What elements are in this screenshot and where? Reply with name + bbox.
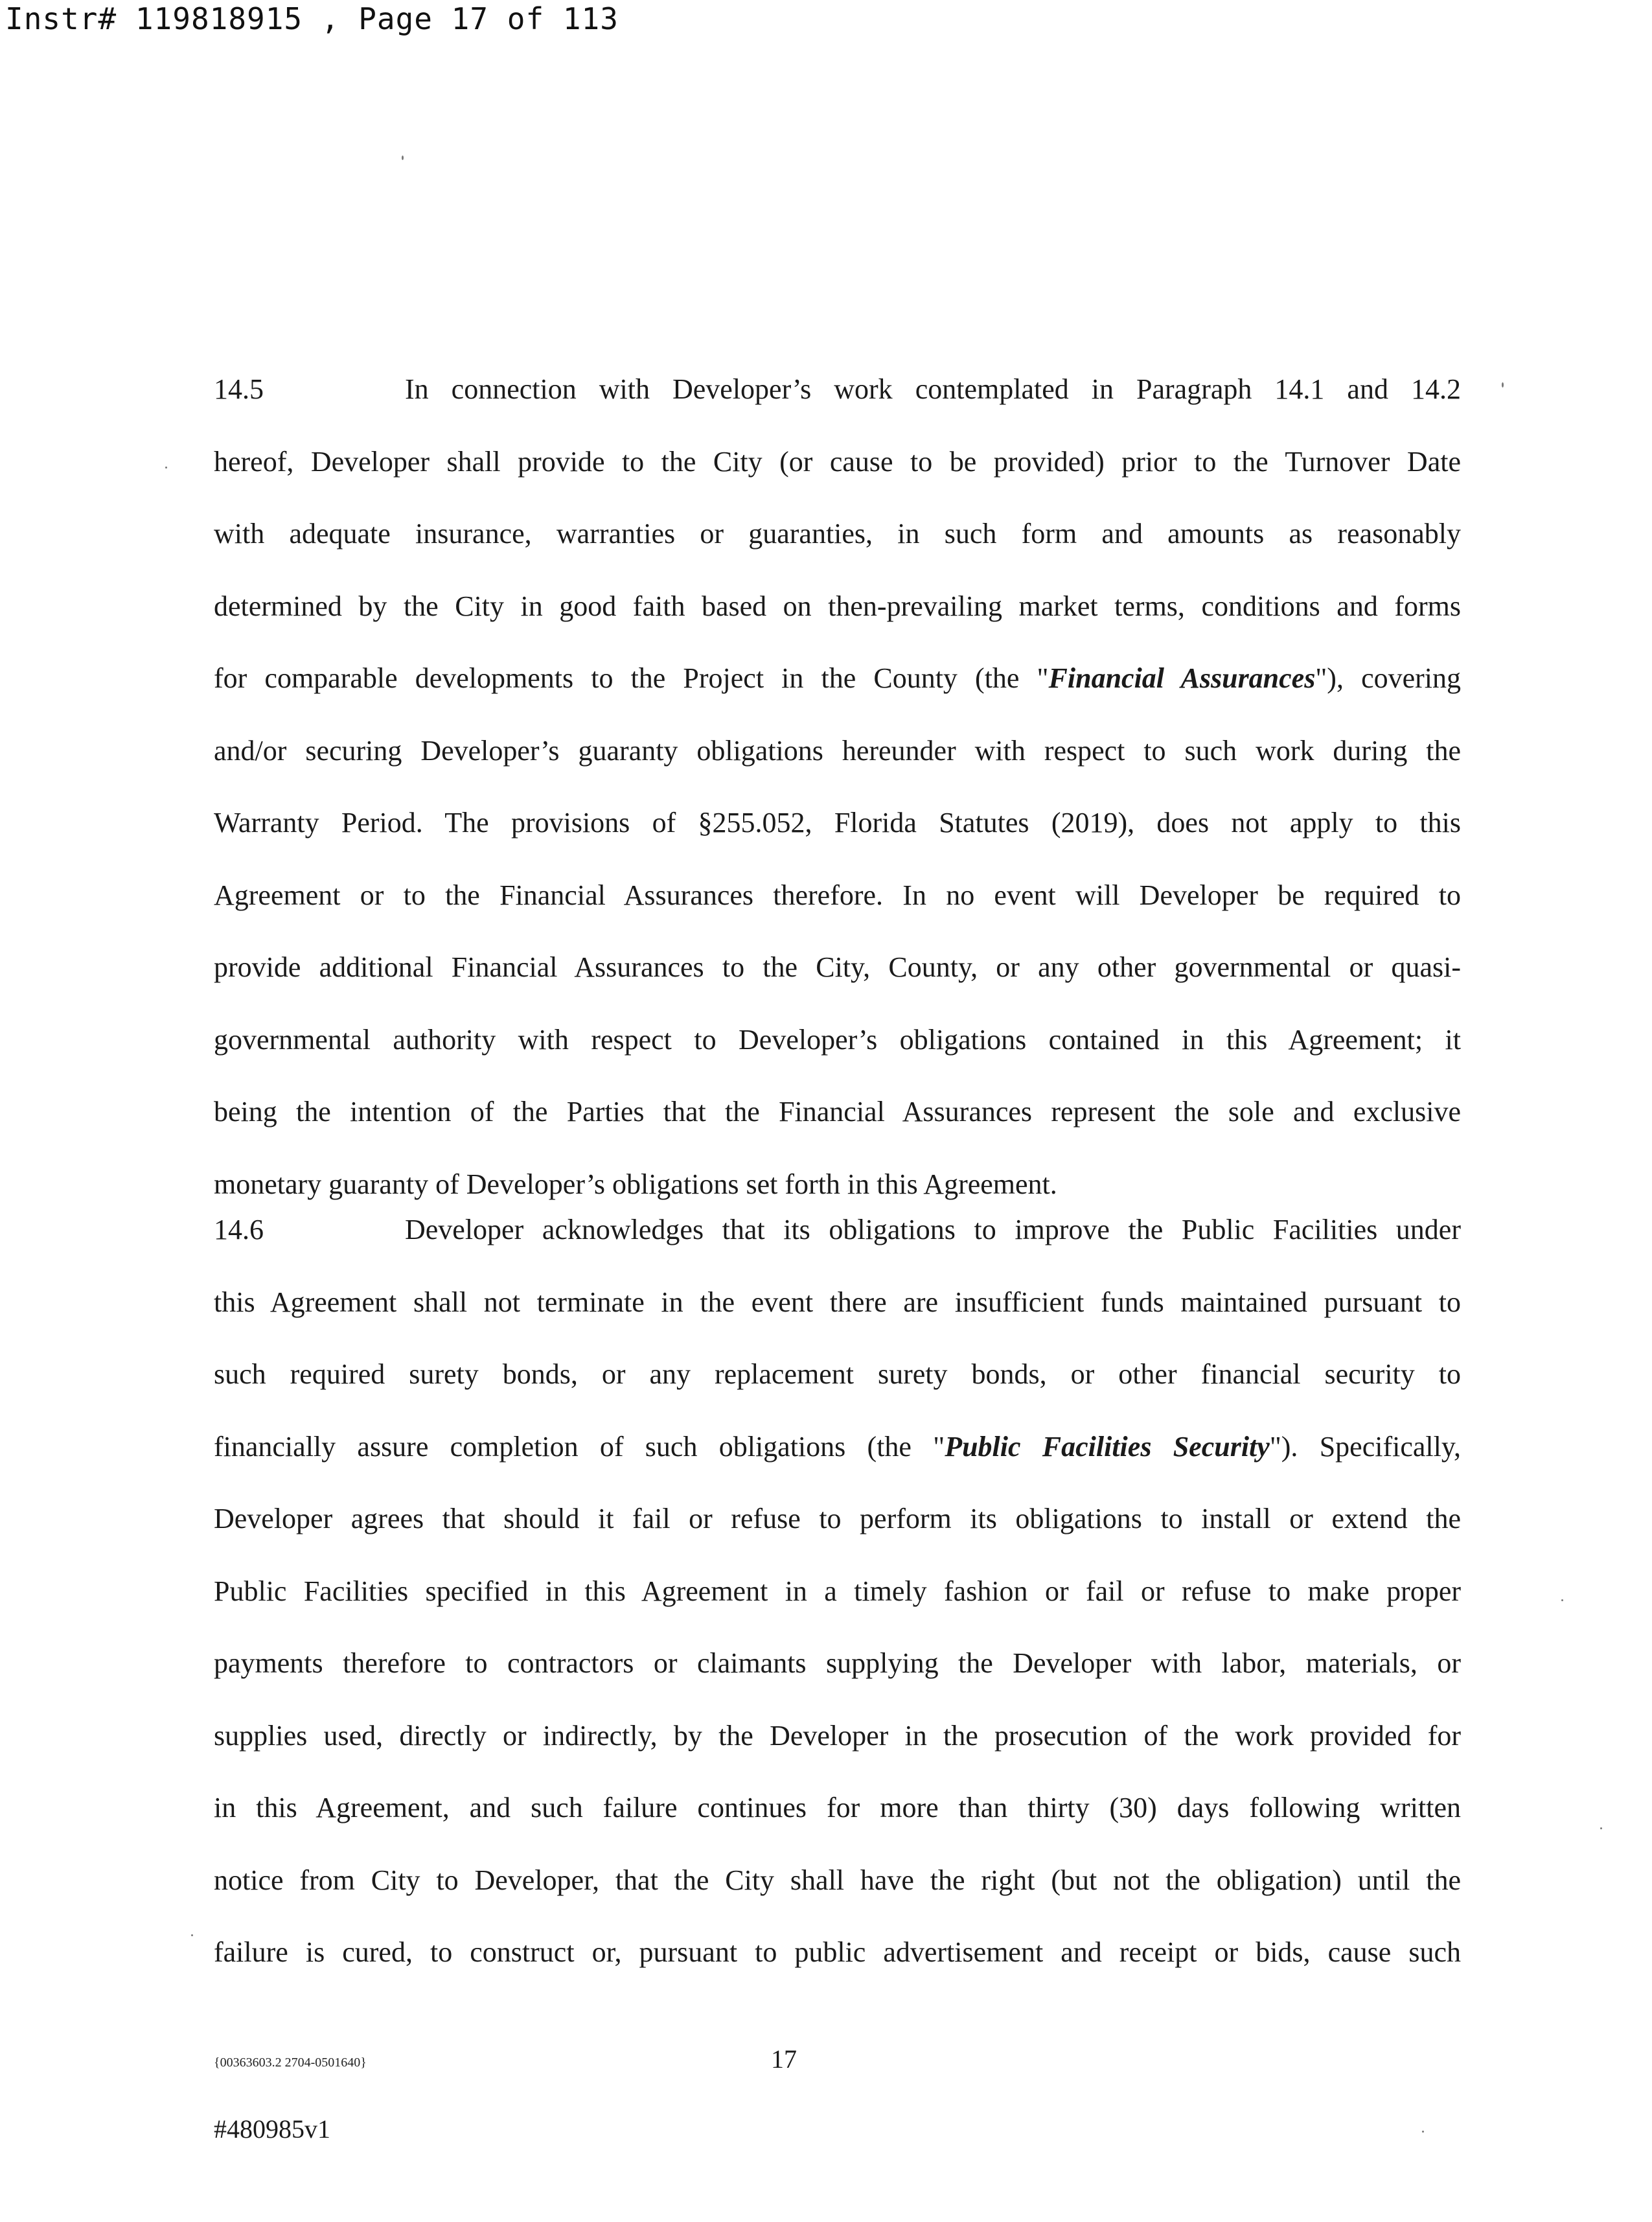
section-14-6-line-3: such required surety bonds, or any replacement surety bonds, or other financial security to bbox=[214, 1358, 1461, 1390]
section-14-6-line-2: this Agreement shall not terminate in the event there are insufficient funds maintained pursuant to bbox=[214, 1286, 1461, 1318]
section-14-5-line-4: determined by the City in good faith based on then-prevailing market terms, conditions and forms bbox=[214, 590, 1461, 622]
defined-term-public-facilities-security: Public Facilities Security bbox=[945, 1430, 1270, 1463]
line-4-text-after: "). Specifically, bbox=[1269, 1430, 1461, 1463]
section-14-5-line-12: monetary guaranty of Developer’s obligations set forth in this Agreement. bbox=[214, 1168, 1057, 1200]
section-14-5-line-7: Warranty Period. The provisions of §255.052, Florida Statutes (2019), does not apply to this bbox=[214, 807, 1461, 839]
section-14-5 bbox=[214, 353, 1461, 1220]
section-14-5-line-11: being the intention of the Parties that the Financial Assurances represent the sole and exclusive bbox=[214, 1096, 1461, 1128]
section-14-5-line-1-text: In connection with Developer’s work contemplated in Paragraph 14.1 and 14.2 bbox=[405, 373, 1461, 405]
section-14-6-line-1-text: Developer acknowledges that its obligations to improve the Public Facilities under bbox=[405, 1214, 1461, 1245]
scan-speck bbox=[1600, 1827, 1602, 1829]
line-5-text-before: for comparable developments to the Project in the County (the " bbox=[214, 662, 1049, 694]
section-14-5-line-9: provide additional Financial Assurances to the City, County, or any other governmental or quasi- bbox=[214, 951, 1461, 983]
section-14-5-line-8: Agreement or to the Financial Assurances therefore. In no event will Developer be required to bbox=[214, 879, 1461, 911]
section-14-6-line-9: in this Agreement, and such failure continues for more than thirty (30) days following written bbox=[214, 1792, 1461, 1823]
defined-term-financial-assurances: Financial Assurances bbox=[1048, 662, 1316, 694]
section-14-6-line-5: Developer agrees that should it fail or refuse to perform its obligations to install or extend the bbox=[214, 1503, 1461, 1534]
section-14-5-line-2: hereof, Developer shall provide to the City (or cause to be provided) prior to the Turnover Date bbox=[214, 445, 1461, 478]
section-14-6-line-6: Public Facilities specified in this Agreement in a timely fashion or fail or refuse to make proper bbox=[214, 1575, 1461, 1607]
section-14-5-line-3: with adequate insurance, warranties or guaranties, in such form and amounts as reasonably bbox=[214, 518, 1461, 550]
line-4-text-before: financially assure completion of such obligations (the " bbox=[214, 1430, 945, 1463]
scan-speck bbox=[1422, 2131, 1424, 2133]
footer-file-code: {00363603.2 2704-0501640} bbox=[214, 2055, 367, 2070]
section-14-6-line-11: failure is cured, to construct or, pursuant to public advertisement and receipt or bids, cause such bbox=[214, 1936, 1461, 1968]
scan-speck bbox=[165, 467, 167, 469]
section-14-5-line-6: and/or securing Developer’s guaranty obligations hereunder with respect to such work during the bbox=[214, 734, 1461, 767]
instrument-page-header: Instr# 119818915 , Page 17 of 113 bbox=[5, 1, 619, 36]
section-14-6-line-7: payments therefore to contractors or claimants supplying the Developer with labor, materials, or bbox=[214, 1647, 1461, 1679]
section-14-6-line-1 bbox=[214, 1194, 1461, 1266]
section-14-6-line-10: notice from City to Developer, that the City shall have the right (but not the obligation) until the bbox=[214, 1864, 1461, 1896]
scan-speck bbox=[1502, 382, 1504, 388]
section-14-6-line-4 bbox=[214, 1411, 1461, 1483]
scan-speck bbox=[191, 1934, 193, 1936]
section-14-6-line-8: supplies used, directly or indirectly, by the Developer in the prosecution of the work provided for bbox=[214, 1719, 1461, 1752]
scan-speck bbox=[1561, 1599, 1563, 1601]
section-14-5-number: 14.5 bbox=[214, 373, 264, 405]
section-14-5-line-5 bbox=[214, 642, 1461, 715]
page-number: 17 bbox=[771, 2044, 797, 2074]
section-14-6-number: 14.6 bbox=[214, 1214, 264, 1245]
section-14-6 bbox=[214, 1194, 1461, 1989]
section-14-5-line-10: governmental authority with respect to Developer’s obligations contained in this Agreement; it bbox=[214, 1023, 1461, 1056]
line-5-text-after: "), covering bbox=[1315, 662, 1462, 694]
section-14-5-line-1 bbox=[214, 353, 1461, 426]
document-version-id: #480985v1 bbox=[214, 2114, 330, 2144]
scan-speck bbox=[402, 156, 404, 160]
